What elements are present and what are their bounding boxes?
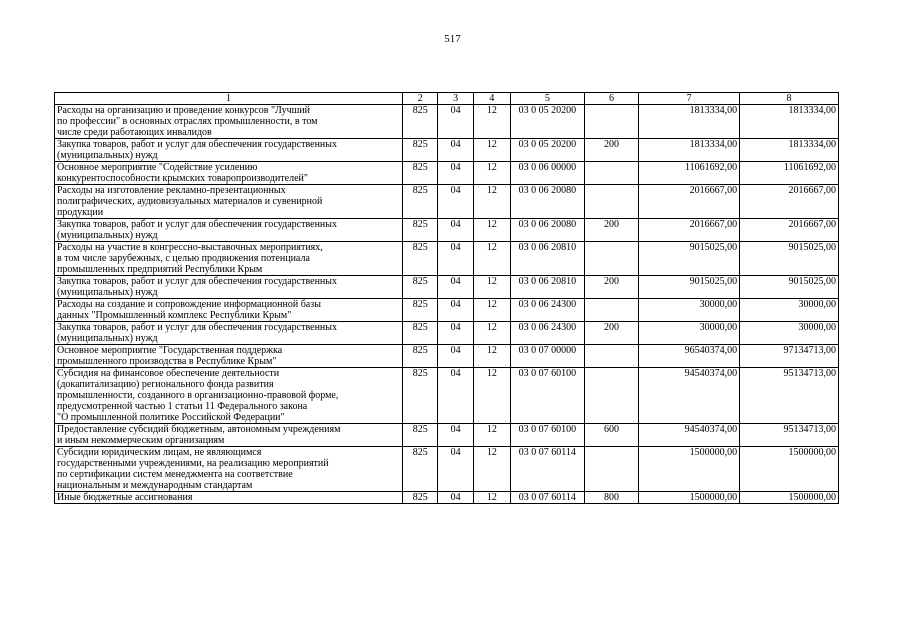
target-article-cell: 03 0 06 20080	[511, 185, 585, 219]
row-name-line: Закупка товаров, работ и услуг для обеспечения государственных	[57, 276, 338, 287]
expense-type-cell	[584, 162, 638, 185]
row-name-cell	[55, 162, 403, 185]
grbs-cell: 825	[403, 242, 438, 276]
amount-year1-cell: 1500000,00	[639, 447, 740, 492]
row-name-line: национальным и международным стандартам	[57, 480, 253, 491]
amount-year2-cell: 9015025,00	[740, 242, 839, 276]
budget-table	[54, 92, 839, 504]
target-article-cell: 03 0 07 60114	[511, 447, 585, 492]
amount-year2-cell: 30000,00	[740, 322, 839, 345]
row-name-line: Субсидия на финансовое обеспечение деятельности	[57, 368, 280, 379]
amount-year2-cell: 11061692,00	[740, 162, 839, 185]
section-cell: 04	[438, 185, 473, 219]
grbs-cell: 825	[403, 299, 438, 322]
row-name-cell	[55, 322, 403, 345]
subsection-cell: 12	[473, 139, 510, 162]
expense-type-cell	[584, 299, 638, 322]
target-article-cell: 03 0 07 00000	[511, 345, 585, 368]
row-name-line: Расходы на организацию и проведение конкурсов "Лучший	[57, 105, 311, 116]
section-cell: 04	[438, 424, 473, 447]
header-cell: 3	[438, 93, 473, 105]
row-name-line: государственными учреждениями, на реализацию мероприятий	[57, 458, 329, 469]
target-article-cell: 03 0 06 20810	[511, 242, 585, 276]
header-cell: 4	[473, 93, 510, 105]
row-name-cell	[55, 276, 403, 299]
header-cell: 2	[403, 93, 438, 105]
row-name-line: (докапитализацию) регионального фонда развития	[57, 379, 274, 390]
amount-year2-cell: 2016667,00	[740, 219, 839, 242]
section-cell: 04	[438, 322, 473, 345]
amount-year1-cell: 94540374,00	[639, 424, 740, 447]
subsection-cell: 12	[473, 105, 510, 139]
target-article-cell: 03 0 06 00000	[511, 162, 585, 185]
row-name-cell	[55, 345, 403, 368]
amount-year1-cell: 96540374,00	[639, 345, 740, 368]
row-name-line: полиграфических, аудиовизуальных материалов и сувенирной	[57, 196, 323, 207]
table-row	[55, 299, 839, 322]
amount-year1-cell: 2016667,00	[639, 219, 740, 242]
grbs-cell: 825	[403, 492, 438, 504]
row-name-line: (муниципальных) нужд	[57, 230, 158, 241]
section-cell: 04	[438, 242, 473, 276]
row-name-line: числе среди работающих инвалидов	[57, 127, 212, 138]
target-article-cell: 03 0 07 60100	[511, 368, 585, 424]
amount-year1-cell: 9015025,00	[639, 276, 740, 299]
expense-type-cell: 200	[584, 219, 638, 242]
amount-year2-cell: 1813334,00	[740, 139, 839, 162]
grbs-cell: 825	[403, 219, 438, 242]
amount-year1-cell: 1813334,00	[639, 105, 740, 139]
grbs-cell: 825	[403, 105, 438, 139]
row-name-line: Расходы на изготовление рекламно-презентационных	[57, 185, 286, 196]
grbs-cell: 825	[403, 322, 438, 345]
expense-type-cell	[584, 368, 638, 424]
amount-year1-cell: 1813334,00	[639, 139, 740, 162]
amount-year2-cell: 2016667,00	[740, 185, 839, 219]
row-name-line: промышленных предприятий Республики Крым	[57, 264, 263, 275]
table-row	[55, 424, 839, 447]
amount-year2-cell: 97134713,00	[740, 345, 839, 368]
amount-year2-cell: 30000,00	[740, 299, 839, 322]
row-name-line: Предоставление субсидий бюджетным, автономным учреждениям	[57, 424, 341, 435]
row-name-line: данных "Промышленный комплекс Республики Крым"	[57, 310, 292, 321]
header-cell: 6	[584, 93, 638, 105]
section-cell: 04	[438, 345, 473, 368]
subsection-cell: 12	[473, 276, 510, 299]
expense-type-cell	[584, 345, 638, 368]
grbs-cell: 825	[403, 345, 438, 368]
table-row	[55, 276, 839, 299]
amount-year1-cell: 1500000,00	[639, 492, 740, 504]
row-name-line: Закупка товаров, работ и услуг для обеспечения государственных	[57, 219, 338, 230]
grbs-cell: 825	[403, 368, 438, 424]
header-cell: 1	[55, 93, 403, 105]
row-name-cell	[55, 139, 403, 162]
amount-year2-cell: 95134713,00	[740, 424, 839, 447]
row-name-line: Закупка товаров, работ и услуг для обеспечения государственных	[57, 139, 338, 150]
section-cell: 04	[438, 219, 473, 242]
page-number: 517	[444, 33, 461, 45]
target-article-cell: 03 0 06 20080	[511, 219, 585, 242]
table-row	[55, 345, 839, 368]
expense-type-cell: 200	[584, 322, 638, 345]
row-name-line: Основное мероприятие "Содействие усилению	[57, 162, 258, 173]
row-name-line: продукции	[57, 207, 104, 218]
row-name-line: в том числе зарубежных, с целью продвижения потенциала	[57, 253, 310, 264]
table-row	[55, 162, 839, 185]
row-name-line: конкурентоспособности крымских товаропроизводителей"	[57, 173, 308, 184]
row-name-line: промышленности, созданного в организационно-правовой форме,	[57, 390, 339, 401]
row-name-line: Закупка товаров, работ и услуг для обеспечения государственных	[57, 322, 338, 333]
section-cell: 04	[438, 368, 473, 424]
row-name-cell	[55, 368, 403, 424]
row-name-cell	[55, 185, 403, 219]
row-name-line: предусмотренной частью 1 статьи 11 Федерального закона	[57, 401, 308, 412]
amount-year1-cell: 30000,00	[639, 299, 740, 322]
table-row	[55, 105, 839, 139]
grbs-cell: 825	[403, 447, 438, 492]
row-name-line: по профессии" в основных отраслях промышленности, в том	[57, 116, 318, 127]
expense-type-cell: 800	[584, 492, 638, 504]
header-cell: 5	[511, 93, 585, 105]
amount-year2-cell: 95134713,00	[740, 368, 839, 424]
amount-year2-cell: 9015025,00	[740, 276, 839, 299]
amount-year1-cell: 11061692,00	[639, 162, 740, 185]
row-name-line: "О промышленной политике Российской Федерации"	[57, 412, 285, 423]
amount-year1-cell: 30000,00	[639, 322, 740, 345]
row-name-line: Субсидии юридическим лицам, не являющимся	[57, 447, 262, 458]
grbs-cell: 825	[403, 185, 438, 219]
section-cell: 04	[438, 447, 473, 492]
row-name-line: Основное мероприятие "Государственная поддержка	[57, 345, 283, 356]
row-name-cell	[55, 424, 403, 447]
header-cell: 8	[740, 93, 839, 105]
amount-year1-cell: 9015025,00	[639, 242, 740, 276]
subsection-cell: 12	[473, 185, 510, 219]
row-name-line: промышленного производства в Республике Крым"	[57, 356, 277, 367]
amount-year2-cell: 1500000,00	[740, 447, 839, 492]
amount-year1-cell: 2016667,00	[639, 185, 740, 219]
table-row	[55, 242, 839, 276]
row-name-line: Иные бюджетные ассигнования	[57, 492, 193, 503]
row-name-line: (муниципальных) нужд	[57, 287, 158, 298]
section-cell: 04	[438, 105, 473, 139]
target-article-cell: 03 0 06 24300	[511, 322, 585, 345]
table-row	[55, 492, 839, 504]
subsection-cell: 12	[473, 447, 510, 492]
expense-type-cell	[584, 185, 638, 219]
row-name-line: (муниципальных) нужд	[57, 333, 158, 344]
section-cell: 04	[438, 162, 473, 185]
amount-year2-cell: 1813334,00	[740, 105, 839, 139]
section-cell: 04	[438, 139, 473, 162]
row-name-cell	[55, 492, 403, 504]
row-name-cell	[55, 219, 403, 242]
row-name-cell	[55, 242, 403, 276]
row-name-cell	[55, 299, 403, 322]
table-row	[55, 185, 839, 219]
row-name-cell	[55, 447, 403, 492]
amount-year2-cell: 1500000,00	[740, 492, 839, 504]
grbs-cell: 825	[403, 424, 438, 447]
row-name-line: (муниципальных) нужд	[57, 150, 158, 161]
section-cell: 04	[438, 492, 473, 504]
target-article-cell: 03 0 05 20200	[511, 139, 585, 162]
target-article-cell: 03 0 07 60114	[511, 492, 585, 504]
row-name-cell	[55, 105, 403, 139]
subsection-cell: 12	[473, 368, 510, 424]
table-row	[55, 447, 839, 492]
subsection-cell: 12	[473, 242, 510, 276]
target-article-cell: 03 0 06 24300	[511, 299, 585, 322]
subsection-cell: 12	[473, 162, 510, 185]
expense-type-cell: 200	[584, 276, 638, 299]
subsection-cell: 12	[473, 299, 510, 322]
grbs-cell: 825	[403, 162, 438, 185]
table-row	[55, 322, 839, 345]
section-cell: 04	[438, 299, 473, 322]
expense-type-cell: 200	[584, 139, 638, 162]
table-row	[55, 368, 839, 424]
expense-type-cell	[584, 242, 638, 276]
target-article-cell: 03 0 07 60100	[511, 424, 585, 447]
row-name-line: Расходы на участие в конгрессно-выставочных мероприятиях,	[57, 242, 323, 253]
section-cell: 04	[438, 276, 473, 299]
row-name-line: Расходы на создание и сопровождение информационной базы	[57, 299, 321, 310]
subsection-cell: 12	[473, 345, 510, 368]
header-row	[55, 93, 839, 105]
target-article-cell: 03 0 06 20810	[511, 276, 585, 299]
subsection-cell: 12	[473, 492, 510, 504]
target-article-cell: 03 0 05 20200	[511, 105, 585, 139]
expense-type-cell	[584, 105, 638, 139]
grbs-cell: 825	[403, 276, 438, 299]
row-name-line: по сертификации систем менеджмента на соответствие	[57, 469, 293, 480]
subsection-cell: 12	[473, 424, 510, 447]
table-row	[55, 219, 839, 242]
row-name-line: и иным некоммерческим организациям	[57, 435, 225, 446]
amount-year1-cell: 94540374,00	[639, 368, 740, 424]
subsection-cell: 12	[473, 219, 510, 242]
expense-type-cell	[584, 447, 638, 492]
expense-type-cell: 600	[584, 424, 638, 447]
header-cell: 7	[639, 93, 740, 105]
table-row	[55, 139, 839, 162]
subsection-cell: 12	[473, 322, 510, 345]
grbs-cell: 825	[403, 139, 438, 162]
